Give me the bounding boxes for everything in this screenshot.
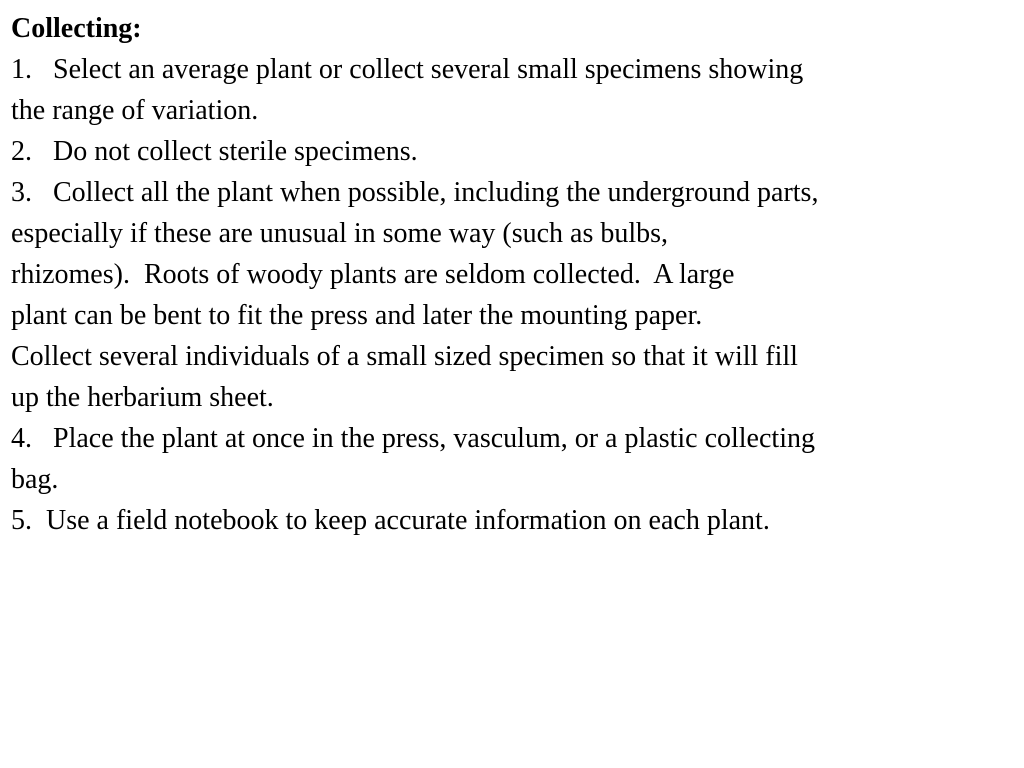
text-line-8: Collect several individuals of a small sized specimen so that it will fill [11, 341, 798, 372]
text-line-10: 4. Place the plant at once in the press, vasculum, or a plastic collecting [11, 423, 815, 454]
text-line-6: rhizomes). Roots of woody plants are seldom collected. A large [11, 259, 735, 290]
text-line-2: the range of variation. [11, 95, 259, 126]
text-line-1: 1. Select an average plant or collect several small specimens showing [11, 54, 804, 85]
text-line-3: 2. Do not collect sterile specimens. [11, 136, 418, 167]
text-line-5: especially if these are unusual in some way (such as bulbs, [11, 218, 669, 249]
text-line-9: up the herbarium sheet. [11, 382, 274, 413]
heading-collecting: Collecting: [11, 13, 142, 44]
text-line-12: 5. Use a field notebook to keep accurate information on each plant. [11, 505, 770, 536]
text-line-4: 3. Collect all the plant when possible, including the underground parts, [11, 177, 819, 208]
text-line-7: plant can be bent to fit the press and later the mounting paper. [11, 300, 703, 331]
slide-content [11, 8, 1016, 541]
text-line-11: bag. [11, 464, 59, 495]
